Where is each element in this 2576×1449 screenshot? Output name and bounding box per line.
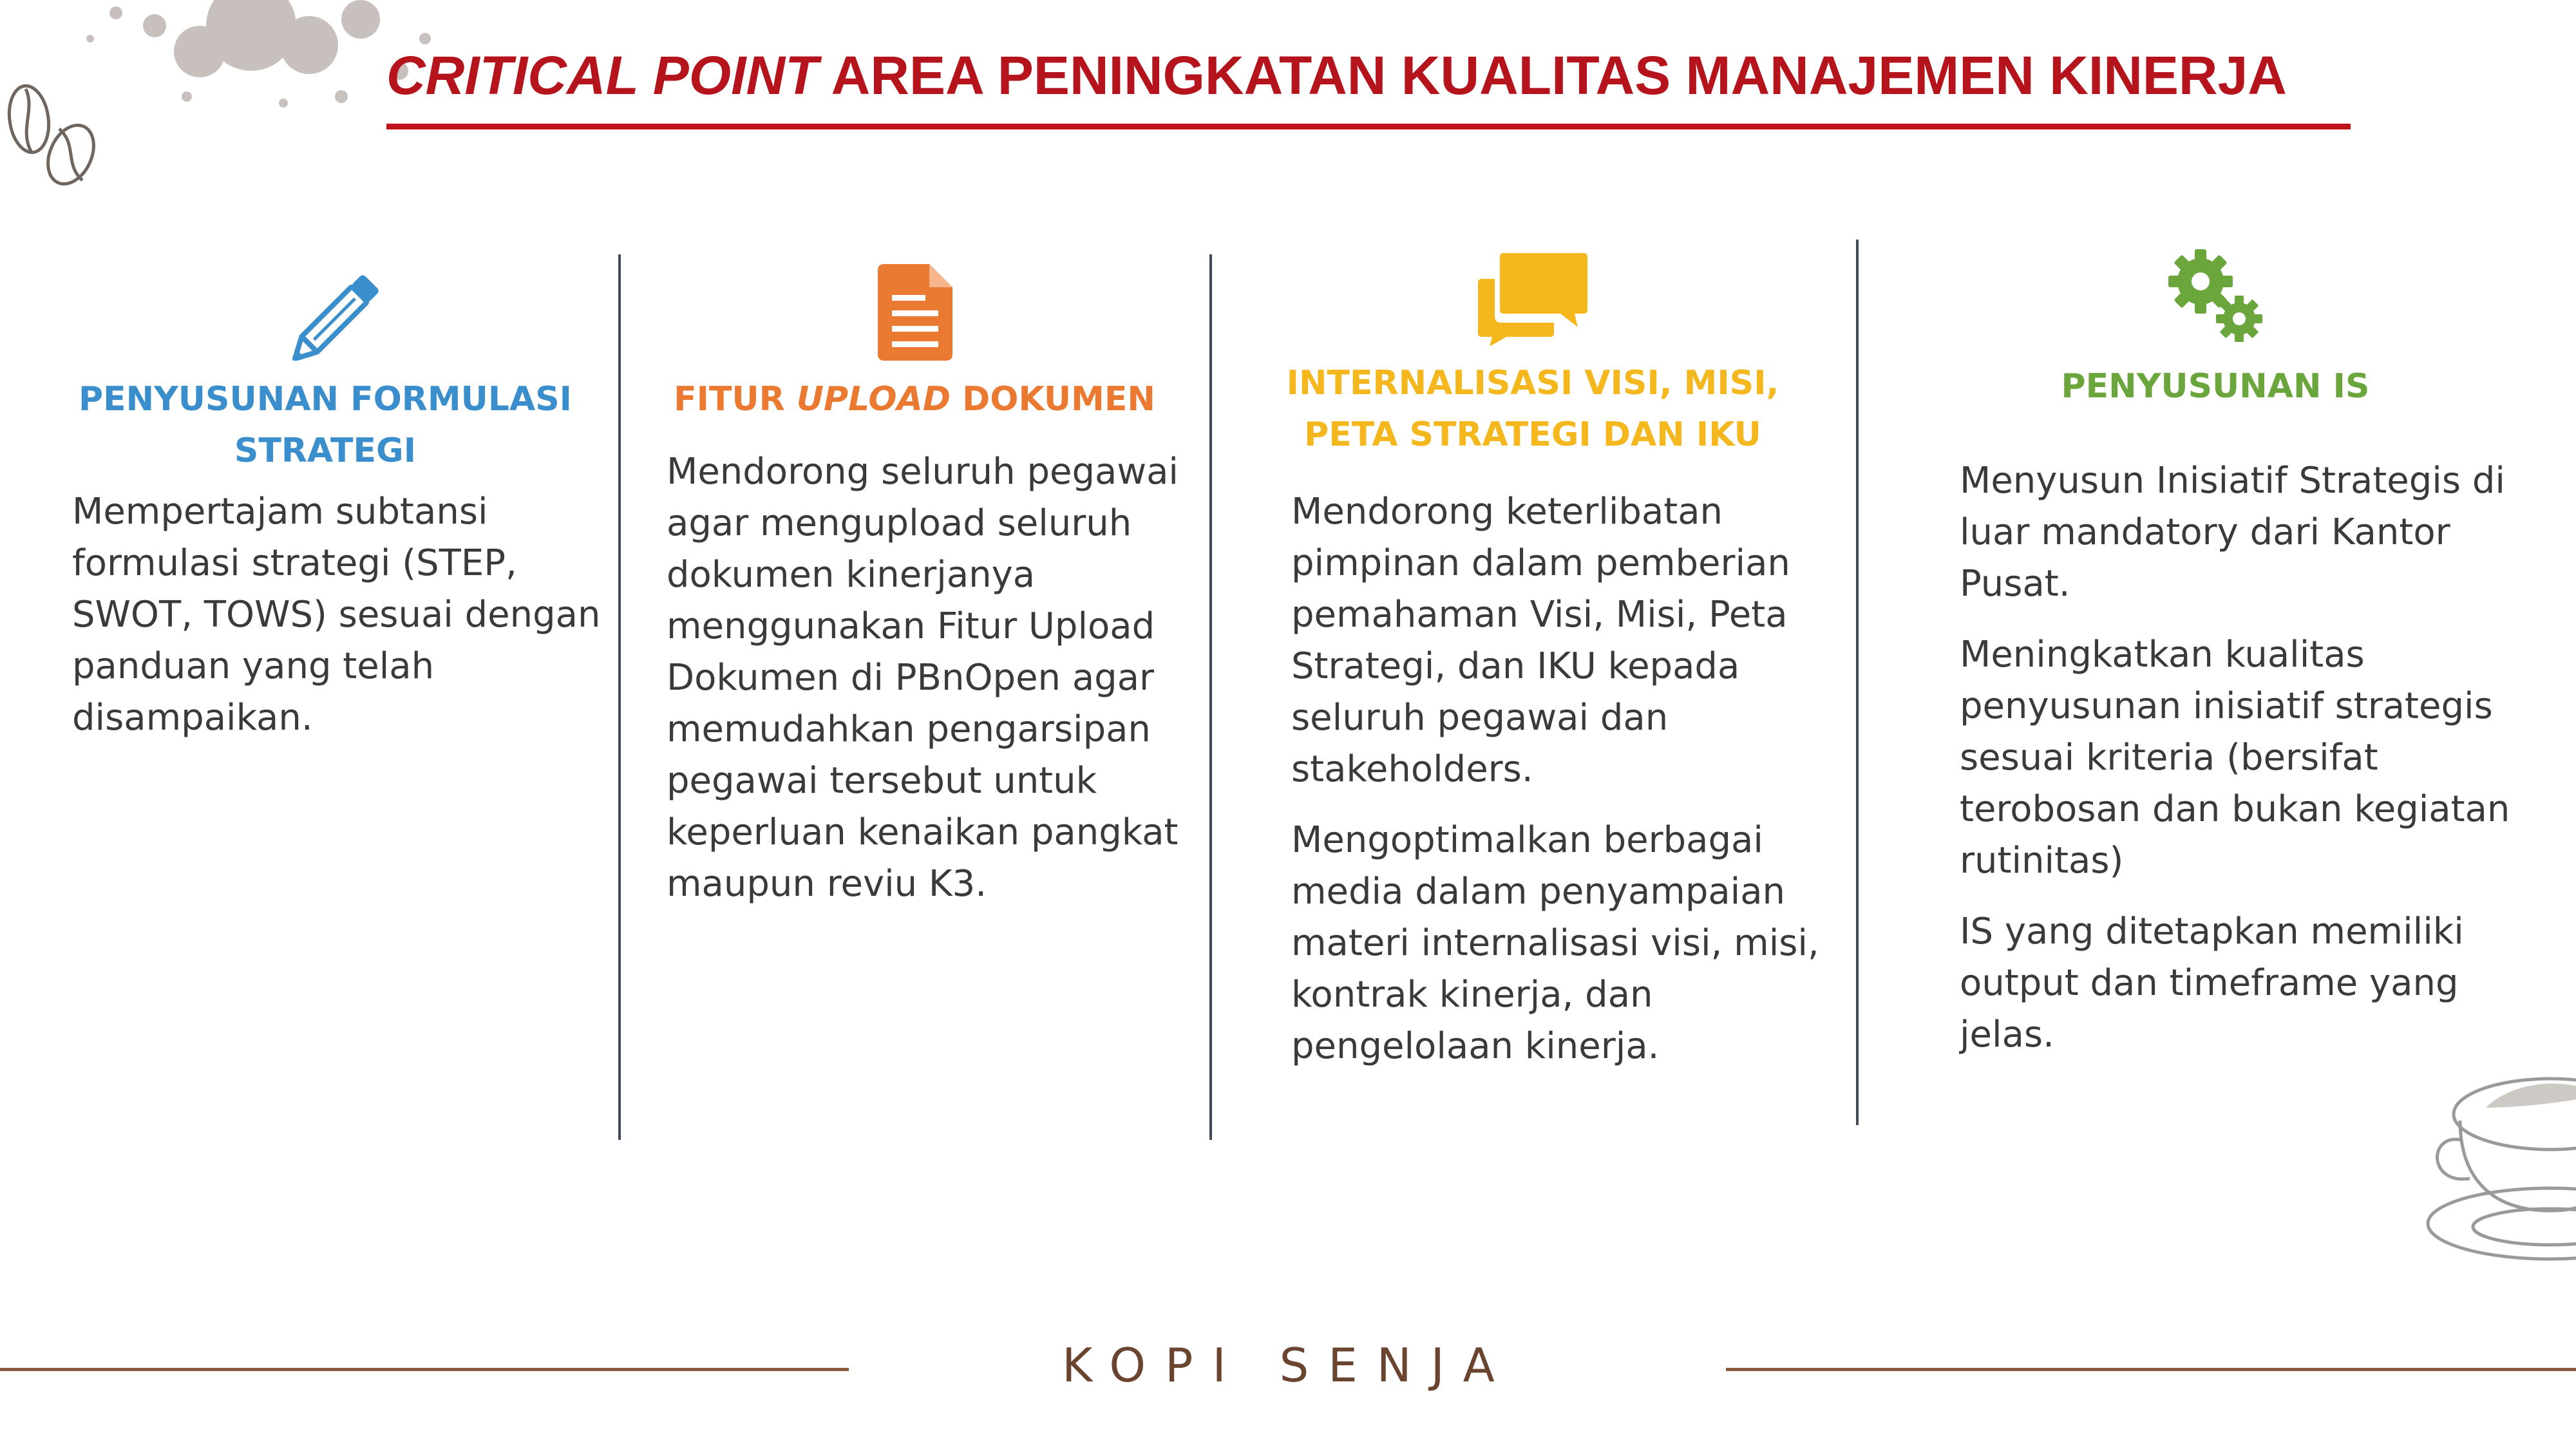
gears-icon (2167, 248, 2264, 345)
column-heading-penyusunan-is (1887, 361, 2544, 412)
pencil-icon (290, 264, 393, 361)
heading-line-1: INTERNALISASI VISI, MISI, (1286, 364, 1779, 402)
title-emphasis: CRITICAL POINT (386, 45, 819, 106)
heading-line-1: PENYUSUNAN FORMULASI (78, 380, 572, 419)
heading-line-2: PETA STRATEGI DAN IKU (1304, 415, 1761, 454)
title-rest: AREA PENINGKATAN KUALITAS MANAJEMEN KINERJA (818, 45, 2287, 106)
title-underline (386, 124, 2351, 129)
column-divider (1209, 254, 1212, 1140)
footer-line-right (1726, 1368, 2576, 1371)
body-paragraph: Mendorong keterlibatan pimpinan dalam pemberian pemahaman Visi, Misi, Peta Strategi, dan IKU kepada seluruh pegawai dan stakeholders. (1291, 491, 1790, 790)
column-body-formulasi (72, 486, 613, 763)
column-heading-formulasi (45, 374, 605, 477)
footer-line-left (0, 1368, 849, 1371)
body-paragraph: IS yang ditetapkan memiliki output dan timeframe yang jelas. (1960, 911, 2464, 1056)
heading-line-1: PENYUSUNAN IS (2061, 367, 2370, 406)
body-paragraph: Mendorong seluruh pegawai agar mengupload seluruh dokumen kinerjanya menggunakan Fitur Upload Dokumen di PBnOpen agar memudahkan pengarsipan pegawai tersebut untuk keperluan kenaikan pangkat maupun reviu K3. (667, 451, 1179, 905)
footer-brand: KOPI SENJA (1062, 1338, 1514, 1392)
body-paragraph: Meningkatkan kualitas penyusunan inisiatif strategis sesuai kriteria (bersifat terobosan dan bukan kegiatan rutinitas) (1960, 634, 2510, 882)
coffee-beans-decoration (0, 77, 103, 206)
body-paragraph: Mempertajam subtansi formulasi strategi (STEP, SWOT, TOWS) sesuai dengan panduan yang telah disampaikan. (72, 491, 601, 739)
column-divider (1856, 240, 1859, 1125)
slide-title (386, 40, 2351, 111)
heading-line-2: STRATEGI (234, 431, 417, 470)
heading-emphasis: UPLOAD (796, 380, 951, 419)
document-icon (878, 264, 952, 361)
column-heading-internalisasi (1230, 357, 1835, 460)
column-body-penyusunan-is (1960, 455, 2520, 1080)
body-paragraph: Menyusun Inisiatif Strategis di luar mandatory dari Kantor Pusat. (1960, 460, 2505, 605)
chat-bubbles-icon (1478, 253, 1587, 346)
body-paragraph: Mengoptimalkan berbagai media dalam penyampaian materi internalisasi visi, misi, kontrak kinerja, dan pengelolaan kinerja. (1291, 819, 1819, 1067)
column-body-internalisasi (1291, 486, 1839, 1092)
column-divider (618, 254, 621, 1140)
column-body-upload (667, 446, 1201, 929)
column-heading-upload (638, 374, 1191, 425)
heading-pre: FITUR (674, 380, 797, 419)
heading-post: DOKUMEN (951, 380, 1155, 419)
